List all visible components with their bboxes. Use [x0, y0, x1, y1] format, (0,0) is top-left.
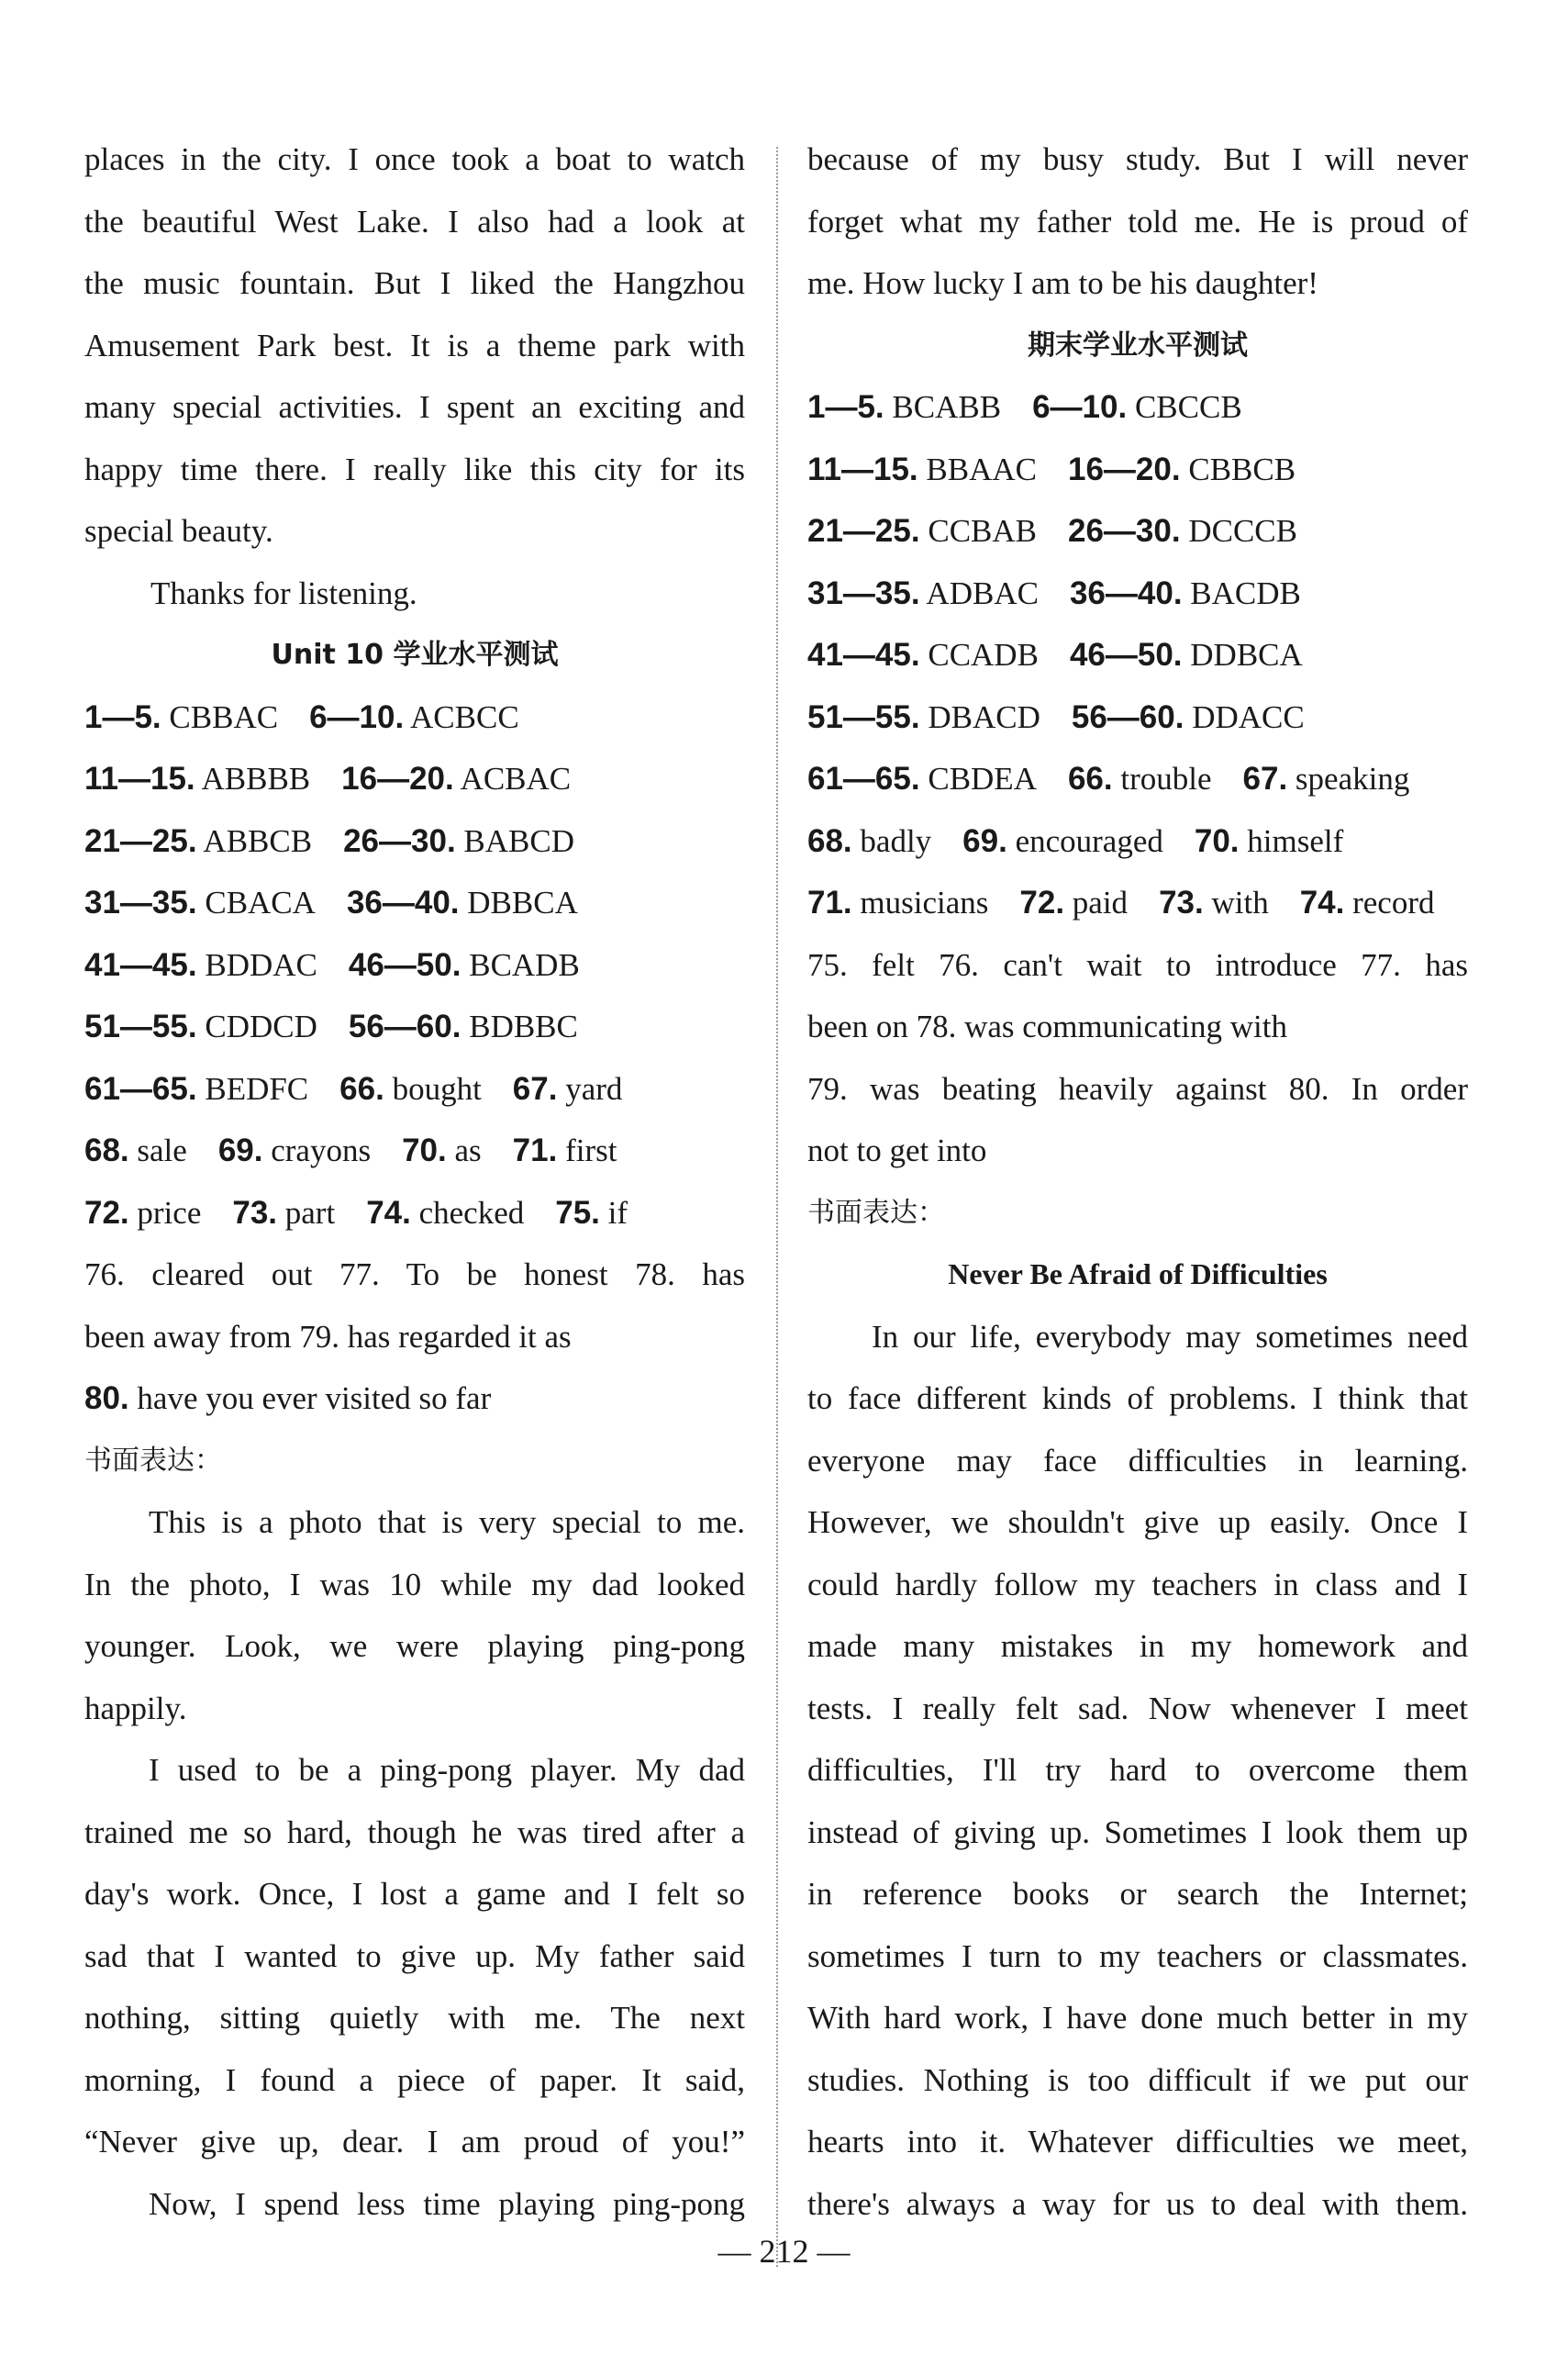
- answer-item: 67. yard: [512, 1070, 623, 1107]
- answer-item: 21—25. CCBAB: [807, 513, 1037, 549]
- answer-item: 16—20. CBBCB: [1068, 451, 1296, 487]
- answer-item: 51—55. DBACD: [807, 698, 1040, 735]
- writing-label: 书面表达：: [807, 1196, 945, 1229]
- answer-row: [807, 563, 1468, 625]
- answer-item: 72. price: [84, 1194, 202, 1231]
- answer-item: 69. encouraged: [962, 822, 1163, 859]
- answer-item: 61—65. CBDEA: [807, 761, 1037, 797]
- answer-item: 73. part: [232, 1194, 336, 1231]
- text-line: trained me so hard, though he was tired after a: [84, 1814, 745, 1850]
- final-exam-heading: 期末学业水平测试: [1028, 329, 1248, 362]
- text-line: difficulties, I'll try hard to overcome them: [807, 1752, 1468, 1788]
- text-line: Now, I spend less time playing ping-pong: [149, 2185, 745, 2222]
- answer-item: 6—10. CBCCB: [1032, 389, 1242, 425]
- answer-row: [84, 1058, 745, 1121]
- answer-row: [84, 748, 745, 810]
- text-line: made many mistakes in my homework and: [807, 1628, 1468, 1664]
- answer-item: 73. with: [1159, 885, 1269, 921]
- text-line: there's always a way for us to deal with them.: [807, 2185, 1468, 2222]
- intro-paragraph: [84, 128, 745, 563]
- text-line: everyone may face difficulties in learning.: [807, 1442, 1468, 1479]
- text-line: places in the city. I once took a boat to watch: [84, 141, 745, 177]
- text-line: tests. I really felt sad. Now whenever I meet: [807, 1690, 1468, 1726]
- answer-item: 51—55. CDDCD: [84, 1009, 317, 1044]
- answer-row: not to get into: [807, 1133, 987, 1168]
- answer-item: 56—60. BDBBC: [348, 1009, 578, 1044]
- answer-row: been on 78. was communicating with: [807, 1009, 1287, 1044]
- answer-row: [807, 686, 1468, 749]
- answer-item: 36—40. BACDB: [1069, 575, 1301, 611]
- essay: [807, 1306, 1468, 2236]
- text-line: many special activities. I spent an exciting and: [84, 389, 745, 425]
- carry-paragraph: [807, 128, 1468, 315]
- answer-row: [84, 1182, 745, 1244]
- text-line: Amusement Park best. It is a theme park with: [84, 327, 745, 363]
- answer-item: 56—60. DDACC: [1071, 698, 1305, 735]
- text-line: morning, I found a piece of paper. It said,: [84, 2061, 745, 2098]
- text-line: to face different kinds of problems. I think that: [807, 1380, 1468, 1416]
- answer-item: 69. crayons: [217, 1133, 372, 1168]
- answer-item: 36—40. DBBCA: [346, 885, 578, 921]
- answer-row: 79. was beating heavily against 80. In order: [807, 1070, 1468, 1107]
- text-line: forget what my father told me. He is proud of: [807, 203, 1468, 240]
- answer-item: 66. bought: [339, 1070, 482, 1107]
- answer-item: 1—5. BCABB: [807, 389, 1002, 425]
- answer-row: [807, 810, 1468, 873]
- text-line: In our life, everybody may sometimes need: [872, 1318, 1468, 1355]
- writing-label: 书面表达：: [84, 1444, 222, 1477]
- answer-item: 41—45. CCADB: [807, 637, 1039, 673]
- page-number: — 212 —: [717, 2233, 851, 2270]
- text-line: This is a photo that is very special to me.: [149, 1504, 745, 1540]
- text-line: sometimes I turn to my teachers or classmates.: [807, 1937, 1468, 1974]
- text-line: sad that I wanted to give up. My father said: [84, 1937, 745, 1974]
- answer-row: [807, 624, 1468, 686]
- answer-row: [807, 500, 1468, 563]
- text-line: younger. Look, we were playing ping-pong: [84, 1628, 745, 1664]
- essay: [84, 1491, 745, 2235]
- answer-row: [84, 1120, 745, 1182]
- answer-item: 74. checked: [366, 1194, 525, 1231]
- answer-item: 66. trouble: [1067, 761, 1212, 797]
- answer-item: 70. as: [402, 1133, 482, 1168]
- text-line: studies. Nothing is too difficult if we put our: [807, 2061, 1468, 2098]
- answer-item: 11—15. BBAAC: [807, 451, 1037, 487]
- unit-heading: Unit 10 学业水平测试: [271, 639, 559, 671]
- answer-row: [84, 872, 745, 934]
- text-line: in reference books or search the Internet;: [807, 1876, 1468, 1912]
- answer-item: 71. musicians: [807, 885, 989, 921]
- column-divider: [776, 147, 778, 2267]
- answer-item: 46—50. DDBCA: [1069, 637, 1303, 673]
- answer-item: 71. first: [512, 1133, 617, 1168]
- answer-item: 68. sale: [84, 1133, 187, 1168]
- answer-row: [84, 686, 745, 749]
- answer-row: [84, 996, 745, 1058]
- answer-item: 72. paid: [1019, 885, 1129, 921]
- text-line: day's work. Once, I lost a game and I felt so: [84, 1876, 745, 1912]
- right-column: [807, 128, 1468, 2235]
- answer-item: 74. record: [1299, 885, 1435, 921]
- answer-key: [84, 686, 745, 1430]
- answer-key: [807, 376, 1468, 1182]
- text-line: In the photo, I was 10 while my dad looked: [84, 1566, 745, 1602]
- answer-item: 41—45. BDDAC: [84, 946, 317, 983]
- answer-item: 70. himself: [1194, 822, 1344, 859]
- answer-row: been away from 79. has regarded it as: [84, 1318, 572, 1355]
- text-line: nothing, sitting quietly with me. The next: [84, 2000, 745, 2036]
- answer-row: [84, 810, 745, 873]
- answer-row: [807, 439, 1468, 501]
- answer-row: [807, 872, 1468, 934]
- thanks-line: Thanks for listening.: [150, 575, 417, 611]
- answer-item: 75. if: [555, 1194, 628, 1231]
- answer-row: [807, 748, 1468, 810]
- answer-item: 6—10. ACBCC: [309, 698, 519, 735]
- answer-item: 67. speaking: [1242, 761, 1410, 797]
- text-line: the music fountain. But I liked the Hangzhou: [84, 265, 745, 301]
- text-line: the beautiful West Lake. I also had a look at: [84, 203, 745, 240]
- answer-row: [807, 376, 1468, 439]
- text-line: “Never give up, dear. I am proud of you!”: [84, 2124, 745, 2160]
- answer-item: 1—5. CBBAC: [84, 698, 279, 735]
- answer-item: 26—30. BABCD: [343, 822, 575, 859]
- answer-item: 31—35. CBACA: [84, 885, 316, 921]
- answer-row: [84, 1367, 745, 1430]
- answer-row: 76. cleared out 77. To be honest 78. has: [84, 1256, 745, 1292]
- text-line: could hardly follow my teachers in class and I: [807, 1566, 1468, 1602]
- answer-item: 21—25. ABBCB: [84, 822, 313, 859]
- text-line: because of my busy study. But I will never: [807, 141, 1468, 177]
- answer-item: 68. badly: [807, 822, 932, 859]
- text-line: instead of giving up. Sometimes I look them up: [807, 1814, 1468, 1850]
- text-line: happy time there. I really like this city for its: [84, 451, 745, 487]
- text-line: I used to be a ping-pong player. My dad: [149, 1752, 745, 1788]
- left-column: [84, 128, 745, 2235]
- answer-item: 16—20. ACBAC: [341, 761, 572, 797]
- answer-item: 61—65. BEDFC: [84, 1070, 309, 1107]
- answer-item: 46—50. BCADB: [348, 946, 580, 983]
- answer-item: 26—30. DCCCB: [1068, 513, 1297, 549]
- answer-item: 11—15. ABBBB: [84, 761, 311, 797]
- text-line: hearts into it. Whatever difficulties we meet,: [807, 2124, 1468, 2160]
- essay-title: Never Be Afraid of Difficulties: [948, 1257, 1328, 1290]
- text-line: With hard work, I have done much better in my: [807, 2000, 1468, 2036]
- text-line: However, we shouldn't give up easily. Once I: [807, 1504, 1468, 1540]
- answer-row: [84, 934, 745, 997]
- text-line: happily.: [84, 1690, 187, 1726]
- text-line: me. How lucky I am to be his daughter!: [807, 265, 1318, 301]
- answer-item: 80. have you ever visited so far: [84, 1380, 492, 1416]
- text-line: special beauty.: [84, 513, 273, 549]
- answer-item: 31—35. ADBAC: [807, 575, 1039, 611]
- answer-row: 75. felt 76. can't wait to introduce 77. has: [807, 946, 1468, 983]
